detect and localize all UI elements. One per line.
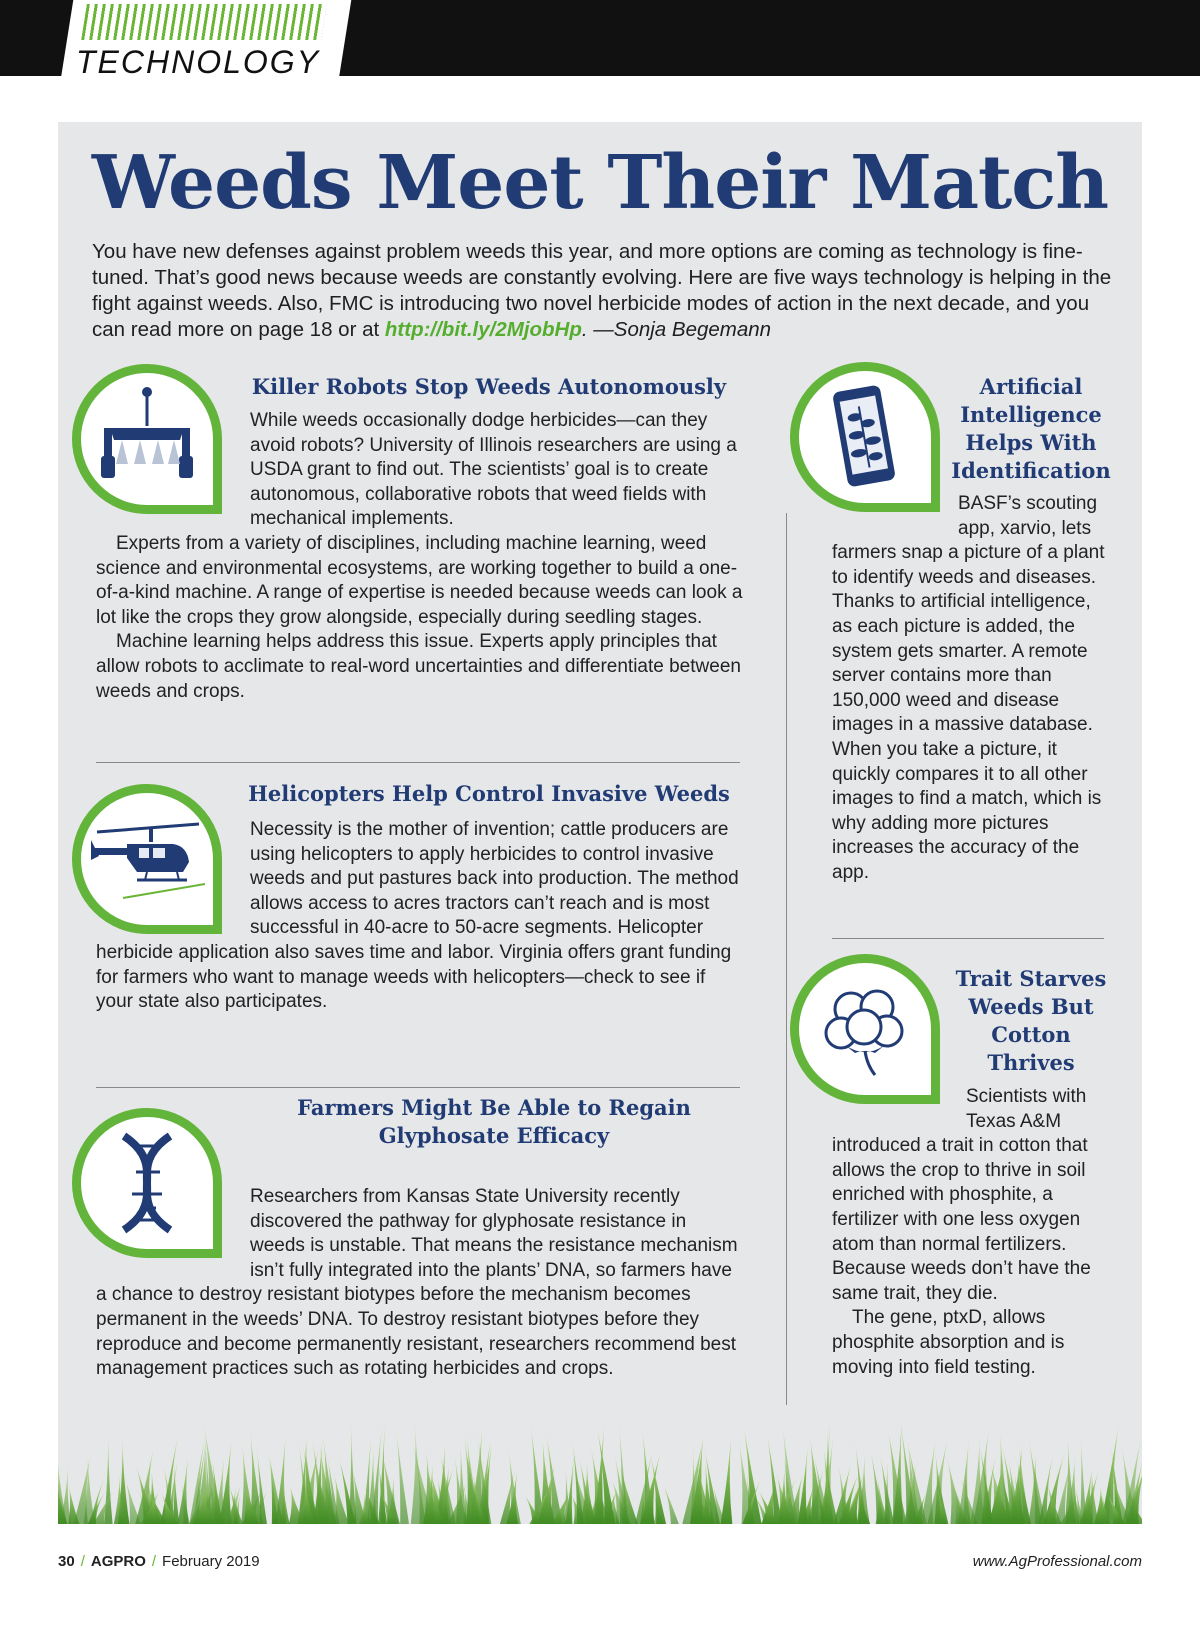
intro-link[interactable]: http://bit.ly/2MjobHp	[384, 318, 582, 341]
divider	[832, 938, 1104, 939]
phone-plant-icon	[820, 382, 910, 492]
glyphosate-body	[96, 1185, 746, 1382]
grass-blade	[395, 1426, 409, 1524]
grass-blade	[177, 1458, 188, 1524]
intro-paragraph	[92, 239, 1122, 343]
helicopters-paragraph-1: Necessity is the mother of invention; cattle producers are using helicopters to apply herbicides to control invasive weeds and put pastures back into production. The method allows access to acres tractors can’t reach and is most successful in 40-acre to 50-acre segments. Helicopter herbicide application also saves time and labor. Virginia offers grant funding for farmers who want to manage weeds with helicopters—check to see if your state also participates.	[96, 819, 739, 1013]
footer-left	[58, 1553, 260, 1570]
text-wrap-spacer	[832, 1085, 966, 1131]
helicopters-body	[96, 818, 746, 1015]
glyphosate-paragraph-1: Researchers from Kansas State University recently discovered the pathway for glyphosate resistance in weeds is unstable. That means the resistance mechanism isn’t fully integrated into the plants’ DNA, so farmers have a chance to destroy resistant biotypes before the mechanism becomes permanent in the weeds’ DNA. To destroy resistant biotypes before they reproduce and become permanently resistant, researchers recommend best management practices such as rotating herbicides and crops.	[96, 1186, 738, 1380]
robots-body-top	[250, 409, 740, 532]
text-wrap-spacer	[96, 818, 250, 938]
magazine-name: AGPRO	[90, 1553, 146, 1570]
grass-blade	[104, 1437, 112, 1524]
robots-paragraph-1: While weeds occasionally dodge herbicides—can they avoid robots? University of Illinois researchers are using a USDA grant to find out. The scientists’ goal is to create autonomous, collaborative robots that weed fields with mechanical implements.	[250, 410, 737, 530]
grass-blade	[721, 1439, 733, 1524]
byline: . —Sonja Begemann	[581, 318, 772, 341]
divider	[96, 762, 740, 763]
section-hatch-decoration	[81, 4, 327, 40]
robots-paragraph-2: Experts from a variety of disciplines, including machine learning, weed science and environmental ecosystems, are working together to build a one-of-a-kind machine. A range of expertise is needed because weeds can look a lot like the crops they grow alongside, especially during seedling stages.	[96, 533, 743, 628]
ai-paragraph-1: BASF’s scouting app, xarvio, lets farmers snap a picture of a plant to identify weeds and diseases. Thanks to artificial intelligence, as each picture is added, the system gets smarter. A remote server contains more than 150,000 weed and disease images in a massive database. When you take a picture, it quickly compares it to all other images to find a match, which is why adding more pictures increases the accuracy of the app.	[832, 493, 1105, 883]
cotton-boll-icon	[815, 979, 915, 1079]
page-number: 30	[58, 1553, 75, 1570]
robot-sprayer-icon	[92, 384, 202, 494]
cotton-paragraph-2: The gene, ptxD, allows phosphite absorption and is moving into field testing.	[832, 1307, 1065, 1378]
robots-body-bottom	[96, 532, 746, 704]
text-wrap-spacer	[96, 1185, 250, 1281]
glyphosate-heading: Farmers Might Be Able to Regain Glyphosate Efficacy	[297, 1095, 691, 1148]
helicopters-heading: Helicopters Help Control Invasive Weeds	[248, 781, 730, 806]
ai-badge	[790, 362, 940, 512]
column-divider	[786, 513, 787, 1405]
robot-badge	[72, 364, 222, 514]
ai-heading: Artificial Intelligence Helps With Identification	[951, 374, 1111, 483]
footer-separator: /	[151, 1553, 157, 1570]
section-label: TECHNOLOGY	[76, 44, 321, 80]
footer-separator: /	[80, 1553, 85, 1570]
issue-date: February 2019	[162, 1553, 260, 1570]
cotton-body	[832, 1085, 1114, 1380]
intro-text: You have new defenses against problem weeds this year, and more options are coming as technology is fine-tuned. That’s good news because weeds are constantly evolving. Here are five ways technology is helping in the fight against weeds. Also, FMC is introducing two novel herbicide modes of action in the next decade, and you can read more on page 18 or at	[92, 240, 1112, 341]
cotton-paragraph-1: Scientists with Texas A&M introduced a trait in cotton that allows the crop to thrive in soil enriched with phosphite, a fertilizer with one less oxygen atom than normal fertilizers. Because weeds don’t have the same trait, they die.	[832, 1086, 1091, 1304]
page-title: Weeds Meet Their Match	[91, 140, 1109, 226]
grass-decoration	[58, 1420, 1142, 1524]
robots-paragraph-3: Machine learning helps address this issue. Experts apply principles that allow robots to acclimate to real-word uncertainties and differentiate between weeds and crops.	[96, 631, 741, 702]
cotton-heading: Trait Starves Weeds But Cotton Thrives	[955, 966, 1107, 1075]
ai-body	[832, 492, 1114, 886]
cotton-badge	[790, 954, 940, 1104]
divider	[96, 1087, 740, 1088]
text-wrap-spacer	[832, 492, 958, 538]
robots-heading: Killer Robots Stop Weeds Autonomously	[251, 374, 727, 399]
footer-url[interactable]: www.AgProfessional.com	[972, 1553, 1142, 1570]
grass-blade	[571, 1434, 584, 1524]
